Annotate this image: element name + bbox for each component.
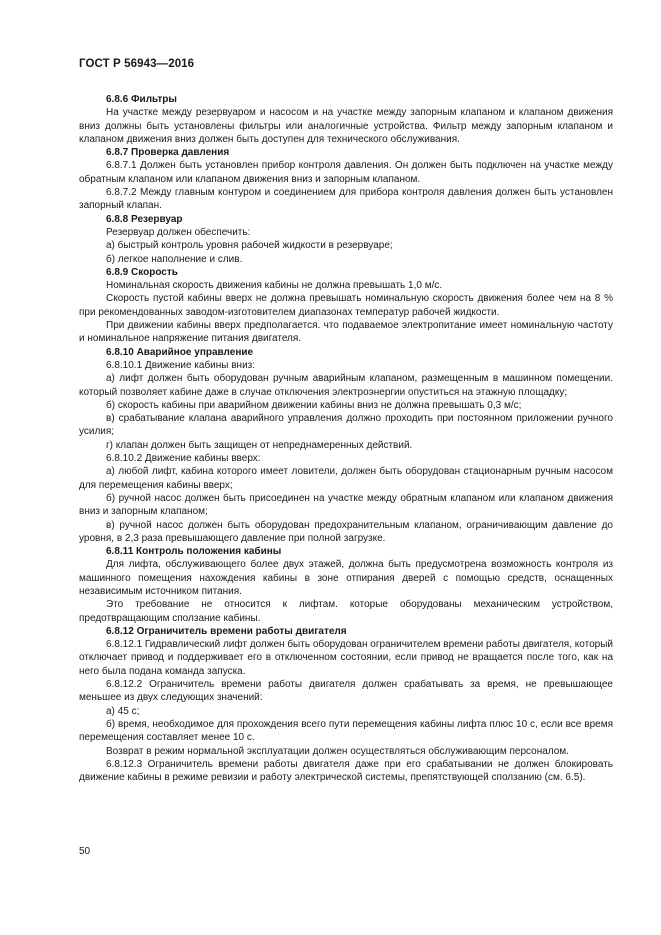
paragraph: 6.8.10.2 Движение кабины вверх: <box>106 453 261 465</box>
section-heading: 6.8.12 Ограничитель времени работы двигателя <box>106 625 347 637</box>
section-heading: 6.8.10 Аварийное управление <box>106 346 254 358</box>
paragraph: в) ручной насос должен быть оборудован предохранительным клапаном, ограничивающим давление до уровня, в 2,3 раза превышающего давление при полной загрузке. <box>79 519 613 544</box>
paragraph: Для лифта, обслуживающего более двух этажей, должна быть предусмотрена возможность контроля из машинного помещения нахождения кабины в зоне отпирания дверей с помощью средств, оснащенных независимым источником питания. <box>79 559 613 597</box>
paragraph: а) 45 с; <box>106 705 140 717</box>
paragraph: в) срабатывание клапана аварийного управления должно проходить при постоянном приложении ручного усилия; <box>79 413 613 438</box>
paragraph: 6.8.7.2 Между главным контуром и соединением для прибора контроля давления должен быть установлен запорный клапан. <box>79 187 613 212</box>
paragraph: 6.8.7.1 Должен быть установлен прибор контроля давления. Он должен быть подключен на участке между обратным клапаном или клапаном движения вниз и запорным клапаном. <box>79 160 613 185</box>
document-body <box>79 93 613 784</box>
paragraph: б) ручной насос должен быть присоединен на участке между обратным клапаном или клапаном движения вниз и запорным клапаном; <box>79 492 613 518</box>
section-heading: 6.8.9 Скорость <box>106 266 178 278</box>
paragraph: б) скорость кабины при аварийном движении кабины вниз не должна превышать 0,3 м/с; <box>106 399 522 411</box>
paragraph: а) лифт должен быть оборудован ручным аварийным клапаном, размещенным в машинном помещении. который позволяет кабине даже в случае отключения электроэнергии опуститься на этажную площадку; <box>79 373 613 398</box>
paragraph: г) клапан должен быть защищен от непреднамеренных действий. <box>106 439 413 451</box>
paragraph: 6.8.12.1 Гидравлический лифт должен быть оборудован ограничителем времени работы двигателя, который отключает привод и поддерживает его в отключенном состоянии, если привод не вращается после того, как на него была подана команда запуска. <box>79 639 613 677</box>
paragraph: 6.8.10.1 Движение кабины вниз: <box>106 359 256 371</box>
section-heading: 6.8.6 Фильтры <box>106 94 177 105</box>
section-heading: 6.8.8 Резервуар <box>106 213 183 225</box>
paragraph: 6.8.12.2 Ограничитель времени работы двигателя должен срабатывать за время, не превышающее меньшее из двух следующих значений: <box>79 679 613 704</box>
paragraph: б) время, необходимое для прохождения всего пути перемещения кабины лифта плюс 10 с, если все время перемещения составляет менее 10 с. <box>79 718 613 744</box>
paragraph: Резервуар должен обеспечить: <box>106 226 251 238</box>
paragraph: б) легкое наполнение и слив. <box>106 253 243 265</box>
paragraph: На участке между резервуаром и насосом и на участке между запорным клапаном и клапаном движения вниз должны быть установлены фильтры или аналогичные устройства. Фильтр между запорным клапаном и клапаном движения вниз должен быть доступен для технического обслуживания. <box>79 107 613 145</box>
paragraph: а) любой лифт, кабина которого имеет ловители, должен быть оборудован стационарным ручным насосом для перемещения кабины вверх; <box>79 466 613 491</box>
paragraph: Это требование не относится к лифтам. которые оборудованы механическим устройством, предотвращающим сползание кабины. <box>79 599 613 624</box>
page-number: 50 <box>79 846 91 857</box>
section-heading: 6.8.7 Проверка давления <box>106 147 230 159</box>
paragraph: а) быстрый контроль уровня рабочей жидкости в резервуаре; <box>106 240 393 252</box>
paragraph: Номинальная скорость движения кабины не должна превышать 1,0 м/с. <box>106 280 443 292</box>
document-header: ГОСТ Р 56943—2016 <box>79 58 195 70</box>
paragraph: При движении кабины вверх предполагается. что подаваемое электропитание имеет номинальную частоту и номинальное напряжение питания двигателя. <box>79 320 613 345</box>
section-heading: 6.8.11 Контроль положения кабины <box>106 546 282 558</box>
paragraph: 6.8.12.3 Ограничитель времени работы двигателя даже при его срабатывании не должен блокировать движение кабины в режиме ревизии и работу электрической системы, препятствующей сползанию (см. 6.5). <box>79 758 613 784</box>
paragraph: Скорость пустой кабины вверх не должна превышать номинальную скорость движения более чем на 8 % при рекомендованных заводом-изготовителем диапазонах температур рабочей жидкости. <box>79 293 613 318</box>
paragraph: Возврат в режим нормальной эксплуатации должен осуществляться обслуживающим персоналом. <box>106 745 569 757</box>
